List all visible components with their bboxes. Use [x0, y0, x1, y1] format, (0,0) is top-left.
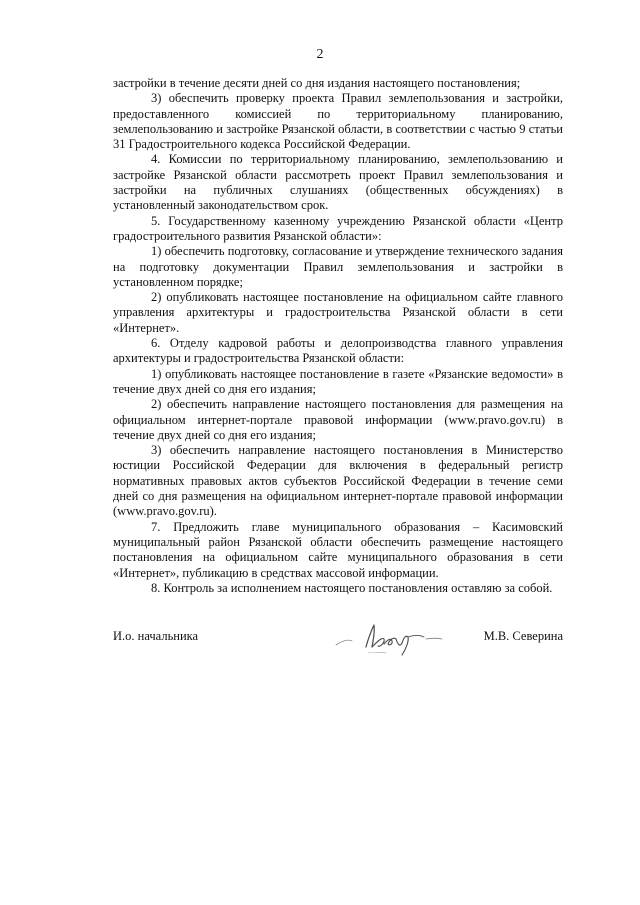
- signatory-name: М.В. Северина: [483, 629, 563, 643]
- paragraph-7: 6. Отделу кадровой работы и делопроизводства главного управления архитектуры и градостроительства Рязанской области:: [113, 336, 563, 366]
- signatory-title: И.о. начальника: [113, 629, 199, 643]
- page-number: 2: [316, 47, 324, 62]
- paragraph-10: 3) обеспечить направление настоящего постановления в Министерство юстиции Российской Федерации для включения в федеральный регистр нормативных правовых актов субъектов Российской Федерации в течение семи дней со дня размещения на официальном интернет-портале правовой информации (www.pravo.gov.ru).: [113, 443, 563, 519]
- document-body: [113, 76, 563, 596]
- paragraph-2: 3) обеспечить проверку проекта Правил землепользования и застройки, предоставленного комиссией по территориальному планированию, землепользованию и застройке Рязанской области, в соответствии с частью 9 статьи 31 Градостроительного кодекса Российской Федерации.: [113, 91, 563, 152]
- paragraph-6: 2) опубликовать настоящее постановление на официальном сайте главного управления архитектуры и градостроительства Рязанской области в сети «Интернет».: [113, 290, 563, 335]
- paragraph-11: 7. Предложить главе муниципального образования – Касимовский муниципальный район Рязанской области обеспечить размещение настоящего постановления на официальном сайте муниципального образования в сети «Интернет», публикацию в средствах массовой информации.: [113, 519, 563, 580]
- paragraph-9: 2) обеспечить направление настоящего постановления для размещения на официальном интернет-портале правовой информации (www.pravo.gov.ru) в течение двух дней со дня его издания;: [113, 397, 563, 442]
- signature-block: [113, 617, 563, 657]
- paragraph-4: 5. Государственному казенному учреждению Рязанской области «Центр градостроительного развития Рязанской области»:: [113, 213, 563, 243]
- paragraph-12: 8. Контроль за исполнением настоящего постановления оставляю за собой.: [151, 580, 553, 595]
- paragraph-8: 1) опубликовать настоящее постановление в газете «Рязанские ведомости» в течение двух дней со дня его издания;: [113, 366, 563, 396]
- paragraph-3: 4. Комиссии по территориальному планированию, землепользованию и застройке Рязанской области рассмотреть проект Правил землепользования и застройки на публичных слушаниях (общественных обсуждениях) в установленный законодательством срок.: [113, 152, 563, 213]
- paragraph-5: 1) обеспечить подготовку, согласование и утверждение технического задания на подготовку документации Правил землепользования и застройки в установленном порядке;: [113, 244, 563, 289]
- handwritten-signature: [328, 617, 458, 661]
- paragraph-1: застройки в течение десяти дней со дня издания настоящего постановления;: [113, 76, 521, 90]
